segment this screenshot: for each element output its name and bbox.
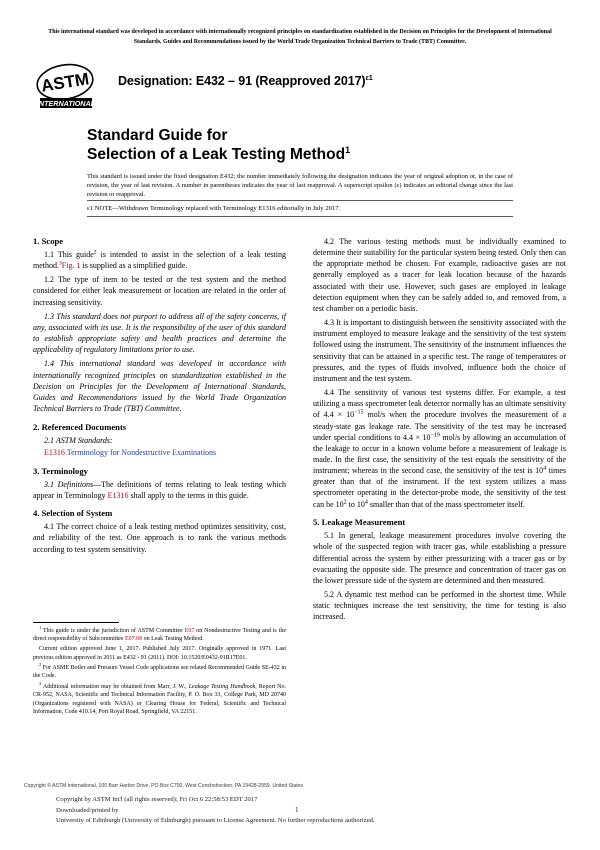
footnote-1-c: on Leak Testing Method. xyxy=(142,636,204,643)
link-e1316-id[interactable]: E1316 xyxy=(44,447,65,457)
reference-entry xyxy=(33,447,286,458)
epsilon-note-block xyxy=(87,200,513,217)
footnote-1-b: on Nondestructive Testing and is the direct responsibility of Subcommittee xyxy=(33,627,286,643)
heading-scope: 1. Scope xyxy=(33,236,64,246)
license-line-1: Copyright by ASTM Int'l (all rights reserved); Fri Oct 6 22:58:53 EDT 2017 xyxy=(56,796,258,803)
paragraph-1-4: 1.4 This international standard was developed in accordance with internationally recognized principles on standardization established in the Decision on Principles for the Development of International Standards, Guides and Recommendations issued by the World Trade Organization Technical Barriers to Trade (TBT) Committee. xyxy=(33,359,286,414)
p44-exp-5: 4 xyxy=(364,498,368,505)
p31-c: shall apply to the terms in this guide. xyxy=(128,490,249,500)
license-block xyxy=(56,795,576,827)
copyright-bar: Copyright © ASTM International, 100 Barr Harbor Drive, PO Box C700, West Conshohocken, PA 19428-2959, United States xyxy=(24,783,304,789)
link-e07[interactable]: E07 xyxy=(184,627,195,634)
license-line-3: University of Edinburgh (University of Edinburgh) pursuant to License Agreement. No further reproductions authorized. xyxy=(56,817,375,825)
p44-exp-1: −15 xyxy=(354,409,364,416)
issued-under-note: This standard is issued under the fixed designation E432; the number immediately following the designation indicates the year of original adoption or, in the case of revision, the year of last revision. A number in parentheses indicates the year of last reapproval. A superscript epsilon (ε) indicates an editorial change since the last revision or reapproval. xyxy=(87,173,513,199)
link-e1316-inline[interactable]: E1316 xyxy=(107,490,129,500)
paragraph-4-3: 4.3 It is important to distinguish between the sensitivity associated with the instrument employed to measure leakage and the sensitivity of the test system followed using the instrument. The sensitivity of the instrument influences the sensitivity that can be attained in a specific test. The range of temperatures or pressures, and the types of fluids involved, influence both the choice of instrument and the test system. xyxy=(313,318,566,383)
paragraph-1-3: 1.3 This standard does not purport to address all of the safety concerns, if any, associated with its use. It is the responsibility of the user of this standard to establish appropriate safety and health practices and determine the applicability of regulatory limitations prior to use. xyxy=(33,311,286,355)
paragraph-5-1: 5.1 In general, leakage measurement procedures involve covering the whole of the suspected region with tracer gas, while establishing a pressure differential across the system by either pressurizing with a tracer gas or by evacuating the opposite side. The presence and concentration of tracer gas on the lower pressure side of the system are determined and then measured. xyxy=(313,531,566,585)
svg-text:INTERNATIONAL: INTERNATIONAL xyxy=(36,99,96,108)
footnote-3-marker: 3 xyxy=(39,680,42,686)
title-line-2-wrap xyxy=(87,145,517,164)
p44-e: to 10 xyxy=(346,499,365,509)
designation-header xyxy=(34,62,566,114)
p44-exp-2: −19 xyxy=(430,432,440,438)
paragraph-1-1 xyxy=(33,249,286,271)
license-line-2: Downloaded/printed by xyxy=(56,806,119,814)
rule-bottom xyxy=(87,216,513,217)
epsilon-note-text: NOTE—Withdrawn Terminology replaced with Terminology E1316 editorially in July 2017. xyxy=(93,205,341,213)
link-e1316-title[interactable]: Terminology for Nondestructive Examinations xyxy=(66,447,217,457)
p44-c: mol/s by allowing an accumulation of the leakage to occur in a known volume before a measurement of leakage is made. In the first case, the sensitivity of the test equals the sensitivity of the instrument; whereas in the second case, the sensitivity of the test is 10 xyxy=(313,432,566,476)
paragraph-4-1: 4.1 The correct choice of a leak testing method optimizes sensitivity, cost, and reliability of the test. One approach is to rank the various methods according to test system sensitivity. xyxy=(33,522,286,554)
left-column xyxy=(33,236,286,555)
svg-text:ASTM: ASTM xyxy=(39,69,91,96)
paragraph-4-2: 4.2 The various testing methods must be individually examined to determine their suitability for the particular system being tested. Only then can the appropriate method be chosen. For example, radioactive gases are not generally employed as a tracer for leak location because of the hazards associated with their use. However, such gases are employed in leakage detection equipment when they can be safely added to, and removed from, a test chamber on a periodic basis. xyxy=(313,237,566,313)
footnote-1 xyxy=(33,624,286,644)
paragraph-5-2: 5.2 A dynamic test method can be performed in the shortest time. While static techniques increase the test sensitivity, the time for testing is also increased. xyxy=(313,590,566,622)
heading-selection-of-system: 4. Selection of System xyxy=(33,508,113,519)
title-line-2: Selection of a Leak Testing Method xyxy=(87,146,346,163)
link-fig-1[interactable]: Fig. 1 xyxy=(61,261,81,271)
footnote-separator xyxy=(33,622,119,623)
footnotes-block xyxy=(33,622,286,717)
footnote-current-edition: Current edition approved June 1, 2017. Published July 2017. Originally approved in 1971. Last previous edition approved in 2011 as E432 - 91 (2011). DOI: 10.1520/E0432-91R17E01. xyxy=(33,646,286,661)
footnote-3 xyxy=(33,680,286,717)
paragraph-4-4 xyxy=(313,387,566,510)
paragraph-1-2: 1.2 The type of item to be tested or the test system and the method considered for either leak measurement or location are related in the order of increasing sensitivity. xyxy=(33,275,286,307)
footnote-2-text: For ASME Boiler and Pressure Vessel Code applications see related Recommended Guide SE-432 in the Code. xyxy=(33,664,286,680)
footnote-2-marker: 2 xyxy=(39,661,42,667)
footnote-3-a: Additional information may be obtained from Marr, J. W., xyxy=(41,683,189,690)
p44-exp-4: 2 xyxy=(343,498,347,505)
heading-referenced-documents: 2. Referenced Documents xyxy=(33,421,127,432)
footnote-3-italic-title: Leakage Testing Handbook, xyxy=(188,683,257,690)
designation-label: Designation: E432 – 91 (Reapproved 2017) xyxy=(118,74,366,88)
heading-terminology: 3. Terminology xyxy=(33,465,88,476)
footnote-1-marker: 1 xyxy=(39,624,42,630)
wto-notice: This international standard was developed in accordance with internationally recognized principles on standardization established in the Decision on Principles for the Development of International Standards, Guides and Recommendations issued by the World Trade Organization Technical Barriers to Trade (TBT) Committee. xyxy=(48,29,552,45)
right-column xyxy=(313,236,566,623)
designation-superscript: ε1 xyxy=(365,72,373,82)
p44-b: mol/s when the procedure involves the measurement of a steady-state gas leakage rate. The sensitivity of the test may be increased under special conditions to 4.4 × 10 xyxy=(313,410,566,442)
page-number: 1 xyxy=(295,806,299,814)
subheading-astm-standards xyxy=(33,435,286,446)
astm-standards-label: 2.1 ASTM Standards: xyxy=(44,435,113,445)
footnote-marker-2: 2 xyxy=(93,249,97,256)
p44-a: 4.4 The sensitivity of various test systems differ. For example, a test utilizing a mass spectrometer leak detector normally has an ultimate sensitivity of 4.4 × 10 xyxy=(313,388,566,420)
title-footnote-marker: 1 xyxy=(345,144,351,155)
epsilon-note xyxy=(87,201,513,216)
epsilon-note-prefix: ε1 xyxy=(87,205,94,213)
title-line-1: Standard Guide for xyxy=(87,127,228,144)
footnote-marker-3: 3 xyxy=(59,260,62,267)
footnote-2 xyxy=(33,661,286,681)
definitions-label: 3.1 Definitions xyxy=(44,479,94,489)
p44-f: smaller than that of the mass spectrometer itself. xyxy=(367,499,525,509)
page-title xyxy=(87,126,517,164)
p11-b: is intended to assist in the selection of a leak testing method. xyxy=(33,250,286,271)
p44-d: times greater than that of the instrument. If the test system utilizes a mass spectrometer operating in the detector-probe mode, the sensitivity of the test can be 10 xyxy=(313,466,567,509)
p44-exp-3: 4 xyxy=(543,465,547,472)
heading-leakage-measurement: 5. Leakage Measurement xyxy=(313,517,406,528)
designation-text xyxy=(118,74,373,88)
footnote-1-a: This guide is under the jurisdiction of ASTM Committee xyxy=(41,627,185,634)
footnote-3-b: Report No. CR-952, NASA, Scientific and Technical Information Facility, P. O. Box 33, College Park, MD 20740 (Organizations registered with NASA) or Clearing House for Federal, Scientific and Technical Information, Code 410.14, Port Royal Road, Springfield, VA 22151. xyxy=(33,683,286,716)
astm-logo-icon xyxy=(34,62,100,112)
p11-c: is supplied as a simplified guide. xyxy=(80,261,188,271)
link-e0708[interactable]: E07.08 xyxy=(124,636,143,643)
paragraph-3-1 xyxy=(33,479,286,501)
p11-a: 1.1 This guide xyxy=(44,250,94,259)
p31-b: —The definitions of terms relating to leak testing which appear in Terminology xyxy=(33,479,286,500)
